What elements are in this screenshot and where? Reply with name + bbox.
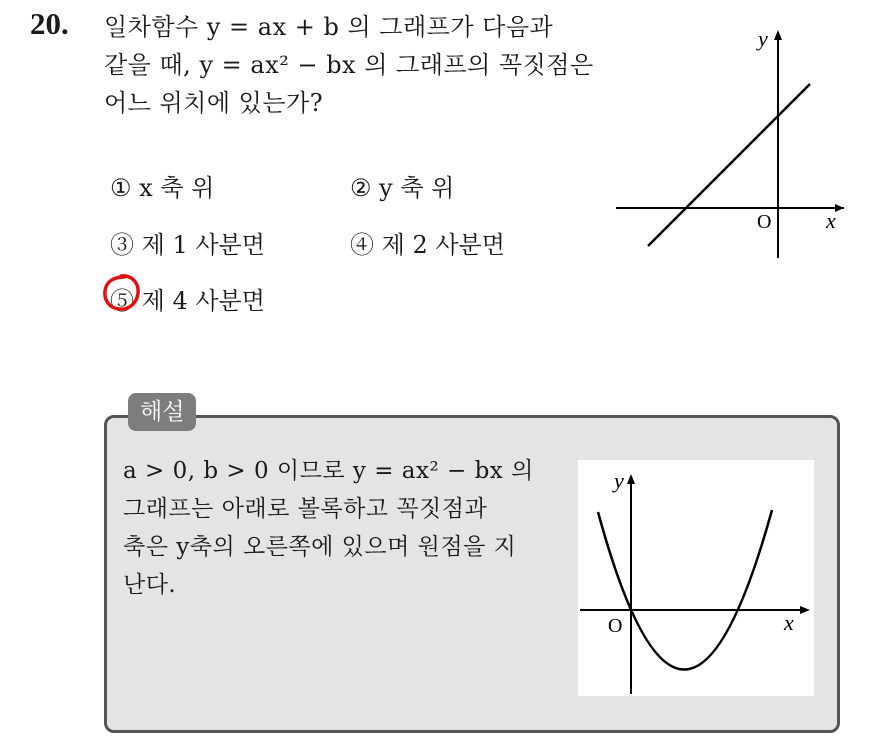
answer-circle-mark xyxy=(100,272,142,314)
choice-2[interactable]: ② y 축 위 xyxy=(350,174,455,202)
y-axis-arrow xyxy=(774,30,782,40)
x-axis-label: x xyxy=(784,610,794,635)
solution-line: a > 0, b > 0 이므로 y = ax² − bx 의 xyxy=(123,458,534,484)
line-graph xyxy=(612,22,852,262)
choice-4[interactable]: ④ 제 2 사분면 xyxy=(350,231,505,259)
solution-line: 난다. xyxy=(123,572,177,598)
parabola-curve xyxy=(598,510,772,670)
choice-1[interactable]: ① x 축 위 xyxy=(110,174,215,202)
y-axis-label: y xyxy=(614,468,624,493)
solution-line: 그래프는 아래로 볼록하고 꼭짓점과 xyxy=(123,496,488,522)
parabola-graph xyxy=(578,460,814,696)
question-number: 20. xyxy=(30,6,69,41)
graph-line xyxy=(648,84,810,246)
y-axis-arrow xyxy=(627,474,635,484)
y-axis-label: y xyxy=(758,26,768,51)
question-line: 같을 때, y = ax² − bx 의 그래프의 꼭짓점은 xyxy=(104,51,594,79)
x-axis-arrow xyxy=(835,204,844,212)
solution-text xyxy=(123,452,563,604)
question-line: 일차함수 y = ax + b 의 그래프가 다음과 xyxy=(104,13,554,41)
choice-3[interactable]: ③ 제 1 사분면 xyxy=(110,231,265,259)
solution-tag: 해설 xyxy=(128,393,196,431)
choice-5[interactable]: ⑤ 제 4 사분면 xyxy=(110,287,265,315)
origin-label: O xyxy=(608,615,623,637)
solution-line: 축은 y축의 오른쪽에 있으며 원점을 지 xyxy=(123,534,517,560)
x-axis-arrow xyxy=(800,606,810,614)
question-line: 어느 위치에 있는가? xyxy=(104,89,324,117)
origin-label: O xyxy=(757,211,772,233)
question-text xyxy=(104,8,609,122)
x-axis-label: x xyxy=(826,208,836,233)
